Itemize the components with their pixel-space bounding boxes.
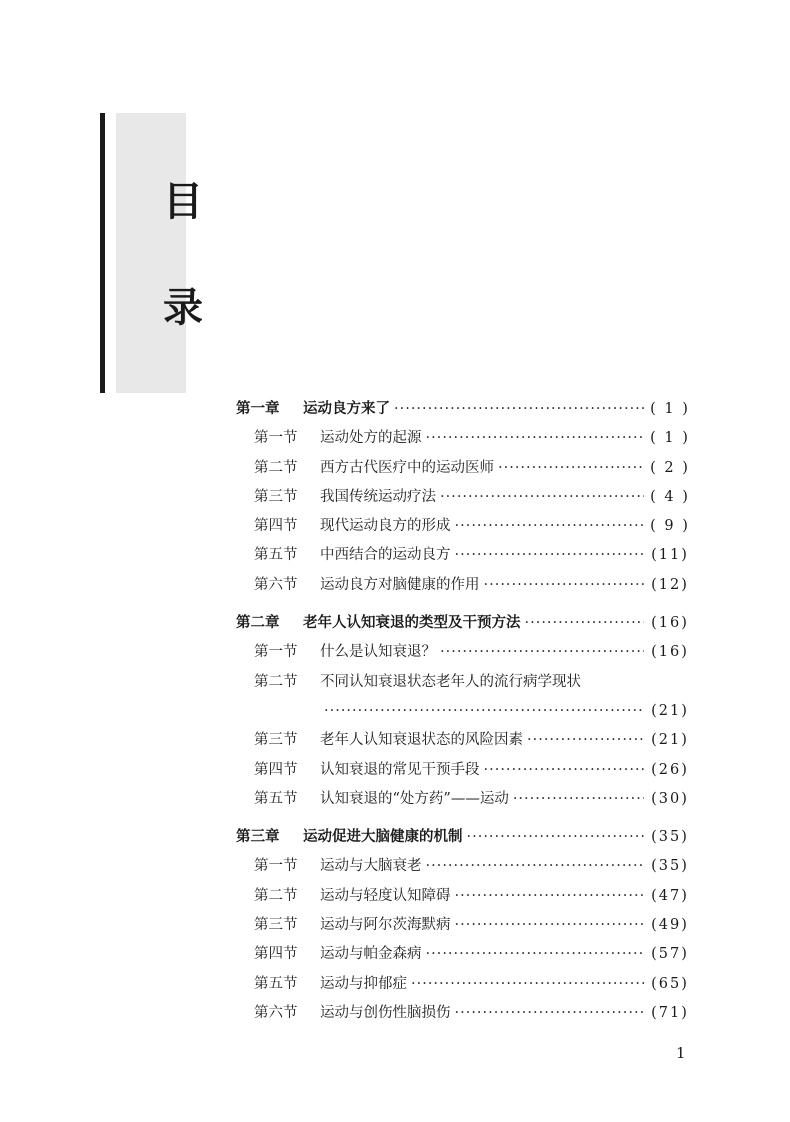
page-ref: (16) (651, 615, 689, 632)
section-title: 运动与轻度认知障碍 (320, 887, 451, 904)
section-number: 第四节 (254, 761, 298, 778)
section-title: 运动与阿尔茨海默病 (320, 917, 451, 934)
dot-leader (498, 454, 644, 483)
section-number: 第五节 (254, 547, 298, 564)
chapter-title: 运动促进大脑健康的机制 (303, 829, 463, 846)
section-number: 第六节 (254, 576, 298, 593)
toc-section-row[interactable] (236, 483, 692, 512)
page-ref: ( 2 ) (650, 459, 690, 476)
page-ref: (12) (651, 576, 689, 593)
section-title: 运动良方对脑健康的作用 (320, 576, 480, 593)
dot-leader (484, 756, 645, 785)
dot-leader (440, 483, 644, 512)
page-number: 1 (676, 1044, 686, 1062)
page-ref: (21) (651, 702, 689, 719)
page-ref: ( 1 ) (650, 401, 690, 417)
dot-leader (455, 911, 645, 940)
dot-leader (455, 541, 645, 570)
section-title: 认知衰退的常见干预手段 (320, 761, 480, 778)
chapter-number: 第二章 (236, 615, 280, 632)
chapter-title: 老年人认知衰退的类型及干预方法 (303, 615, 521, 632)
page-ref: ( 4 ) (650, 488, 690, 505)
section-number: 第六节 (254, 1004, 298, 1021)
toc-chapter-row[interactable] (236, 395, 692, 424)
toc-section-row[interactable] (236, 756, 692, 785)
dot-leader (394, 395, 644, 424)
section-title: 老年人认知衰退状态的风险因素 (320, 732, 523, 749)
dot-leader (411, 970, 644, 999)
toc-section-row[interactable] (236, 852, 692, 881)
toc-section-row[interactable] (236, 424, 692, 453)
toc-section-row[interactable] (236, 512, 692, 541)
toc-section-row[interactable] (236, 882, 692, 911)
page-ref: (26) (651, 761, 689, 778)
section-title: 运动与抑郁症 (320, 975, 407, 992)
section-title: 运动与帕金森病 (320, 946, 422, 963)
section-number: 第四节 (254, 946, 298, 963)
section-title: 运动处方的起源 (320, 430, 422, 447)
page-ref: (35) (651, 858, 689, 875)
dot-leader (525, 609, 645, 638)
section-title: 运动与创伤性脑损伤 (320, 1004, 451, 1021)
section-number: 第五节 (254, 975, 298, 992)
heading-band (116, 113, 186, 393)
page-ref: (65) (651, 975, 689, 992)
section-number: 第二节 (254, 673, 298, 690)
toc-section-row[interactable] (236, 668, 692, 697)
section-number: 第二节 (254, 887, 298, 904)
section-title: 认知衰退的“处方药”——运动 (320, 790, 509, 807)
dot-leader (455, 999, 645, 1028)
section-number: 第二节 (254, 459, 298, 476)
toc-section-row[interactable] (236, 541, 692, 570)
dot-leader (455, 512, 645, 541)
section-number: 第一节 (254, 644, 298, 661)
toc-section-row[interactable] (236, 911, 692, 940)
table-of-contents (236, 395, 692, 1028)
toc-section-row[interactable] (236, 697, 692, 726)
dot-leader (455, 882, 645, 911)
section-number: 第四节 (254, 518, 298, 535)
section-title: 现代运动良方的形成 (320, 518, 451, 535)
section-number: 第一节 (254, 858, 298, 875)
toc-section-row[interactable] (236, 638, 692, 667)
heading-char-mu: 目 (163, 179, 203, 225)
dot-leader (467, 823, 645, 852)
dot-leader (426, 852, 645, 881)
section-title: 什么是认知衰退？ (320, 644, 436, 661)
page-ref: (57) (651, 946, 689, 963)
heading-char-lu: 录 (163, 285, 203, 331)
toc-chapter-row[interactable] (236, 823, 692, 852)
page-ref: (11) (651, 547, 689, 564)
page-ref: (16) (651, 644, 689, 661)
toc-section-row[interactable] (236, 999, 692, 1028)
toc-section-row[interactable] (236, 571, 692, 600)
dot-leader (484, 571, 645, 600)
toc-section-row[interactable] (236, 454, 692, 483)
chapter-number: 第三章 (236, 829, 280, 846)
page-ref: (21) (651, 732, 689, 749)
toc-section-row[interactable] (236, 726, 692, 755)
section-title: 中西结合的运动良方 (320, 547, 451, 564)
dot-leader (440, 638, 644, 667)
page-ref: (49) (651, 917, 689, 934)
page-ref: ( 9 ) (650, 518, 690, 535)
section-number: 第一节 (254, 430, 298, 447)
section-number: 第三节 (254, 488, 298, 505)
dot-leader (324, 697, 644, 726)
dot-leader (426, 424, 645, 453)
page-ref: ( 1 ) (650, 430, 690, 447)
section-title: 西方古代医疗中的运动医师 (320, 459, 494, 476)
toc-section-row[interactable] (236, 785, 692, 814)
dot-leader (426, 940, 645, 969)
page-ref: (35) (651, 829, 689, 846)
page-ref: (47) (651, 887, 689, 904)
toc-chapter-row[interactable] (236, 609, 692, 638)
dot-leader (527, 726, 644, 755)
page-ref: (71) (651, 1004, 689, 1021)
dot-leader (513, 785, 644, 814)
chapter-number: 第一章 (236, 401, 280, 417)
section-title: 不同认知衰退状态老年人的流行病学现状 (320, 673, 581, 690)
page-ref: (30) (651, 790, 689, 807)
vertical-rule (100, 113, 105, 393)
section-number: 第五节 (254, 790, 298, 807)
chapter-title: 运动良方来了 (303, 401, 390, 417)
toc-section-row[interactable] (236, 970, 692, 999)
section-title: 运动与大脑衰老 (320, 858, 422, 875)
section-number: 第三节 (254, 917, 298, 934)
toc-section-row[interactable] (236, 940, 692, 969)
section-title: 我国传统运动疗法 (320, 488, 436, 505)
section-number: 第三节 (254, 732, 298, 749)
